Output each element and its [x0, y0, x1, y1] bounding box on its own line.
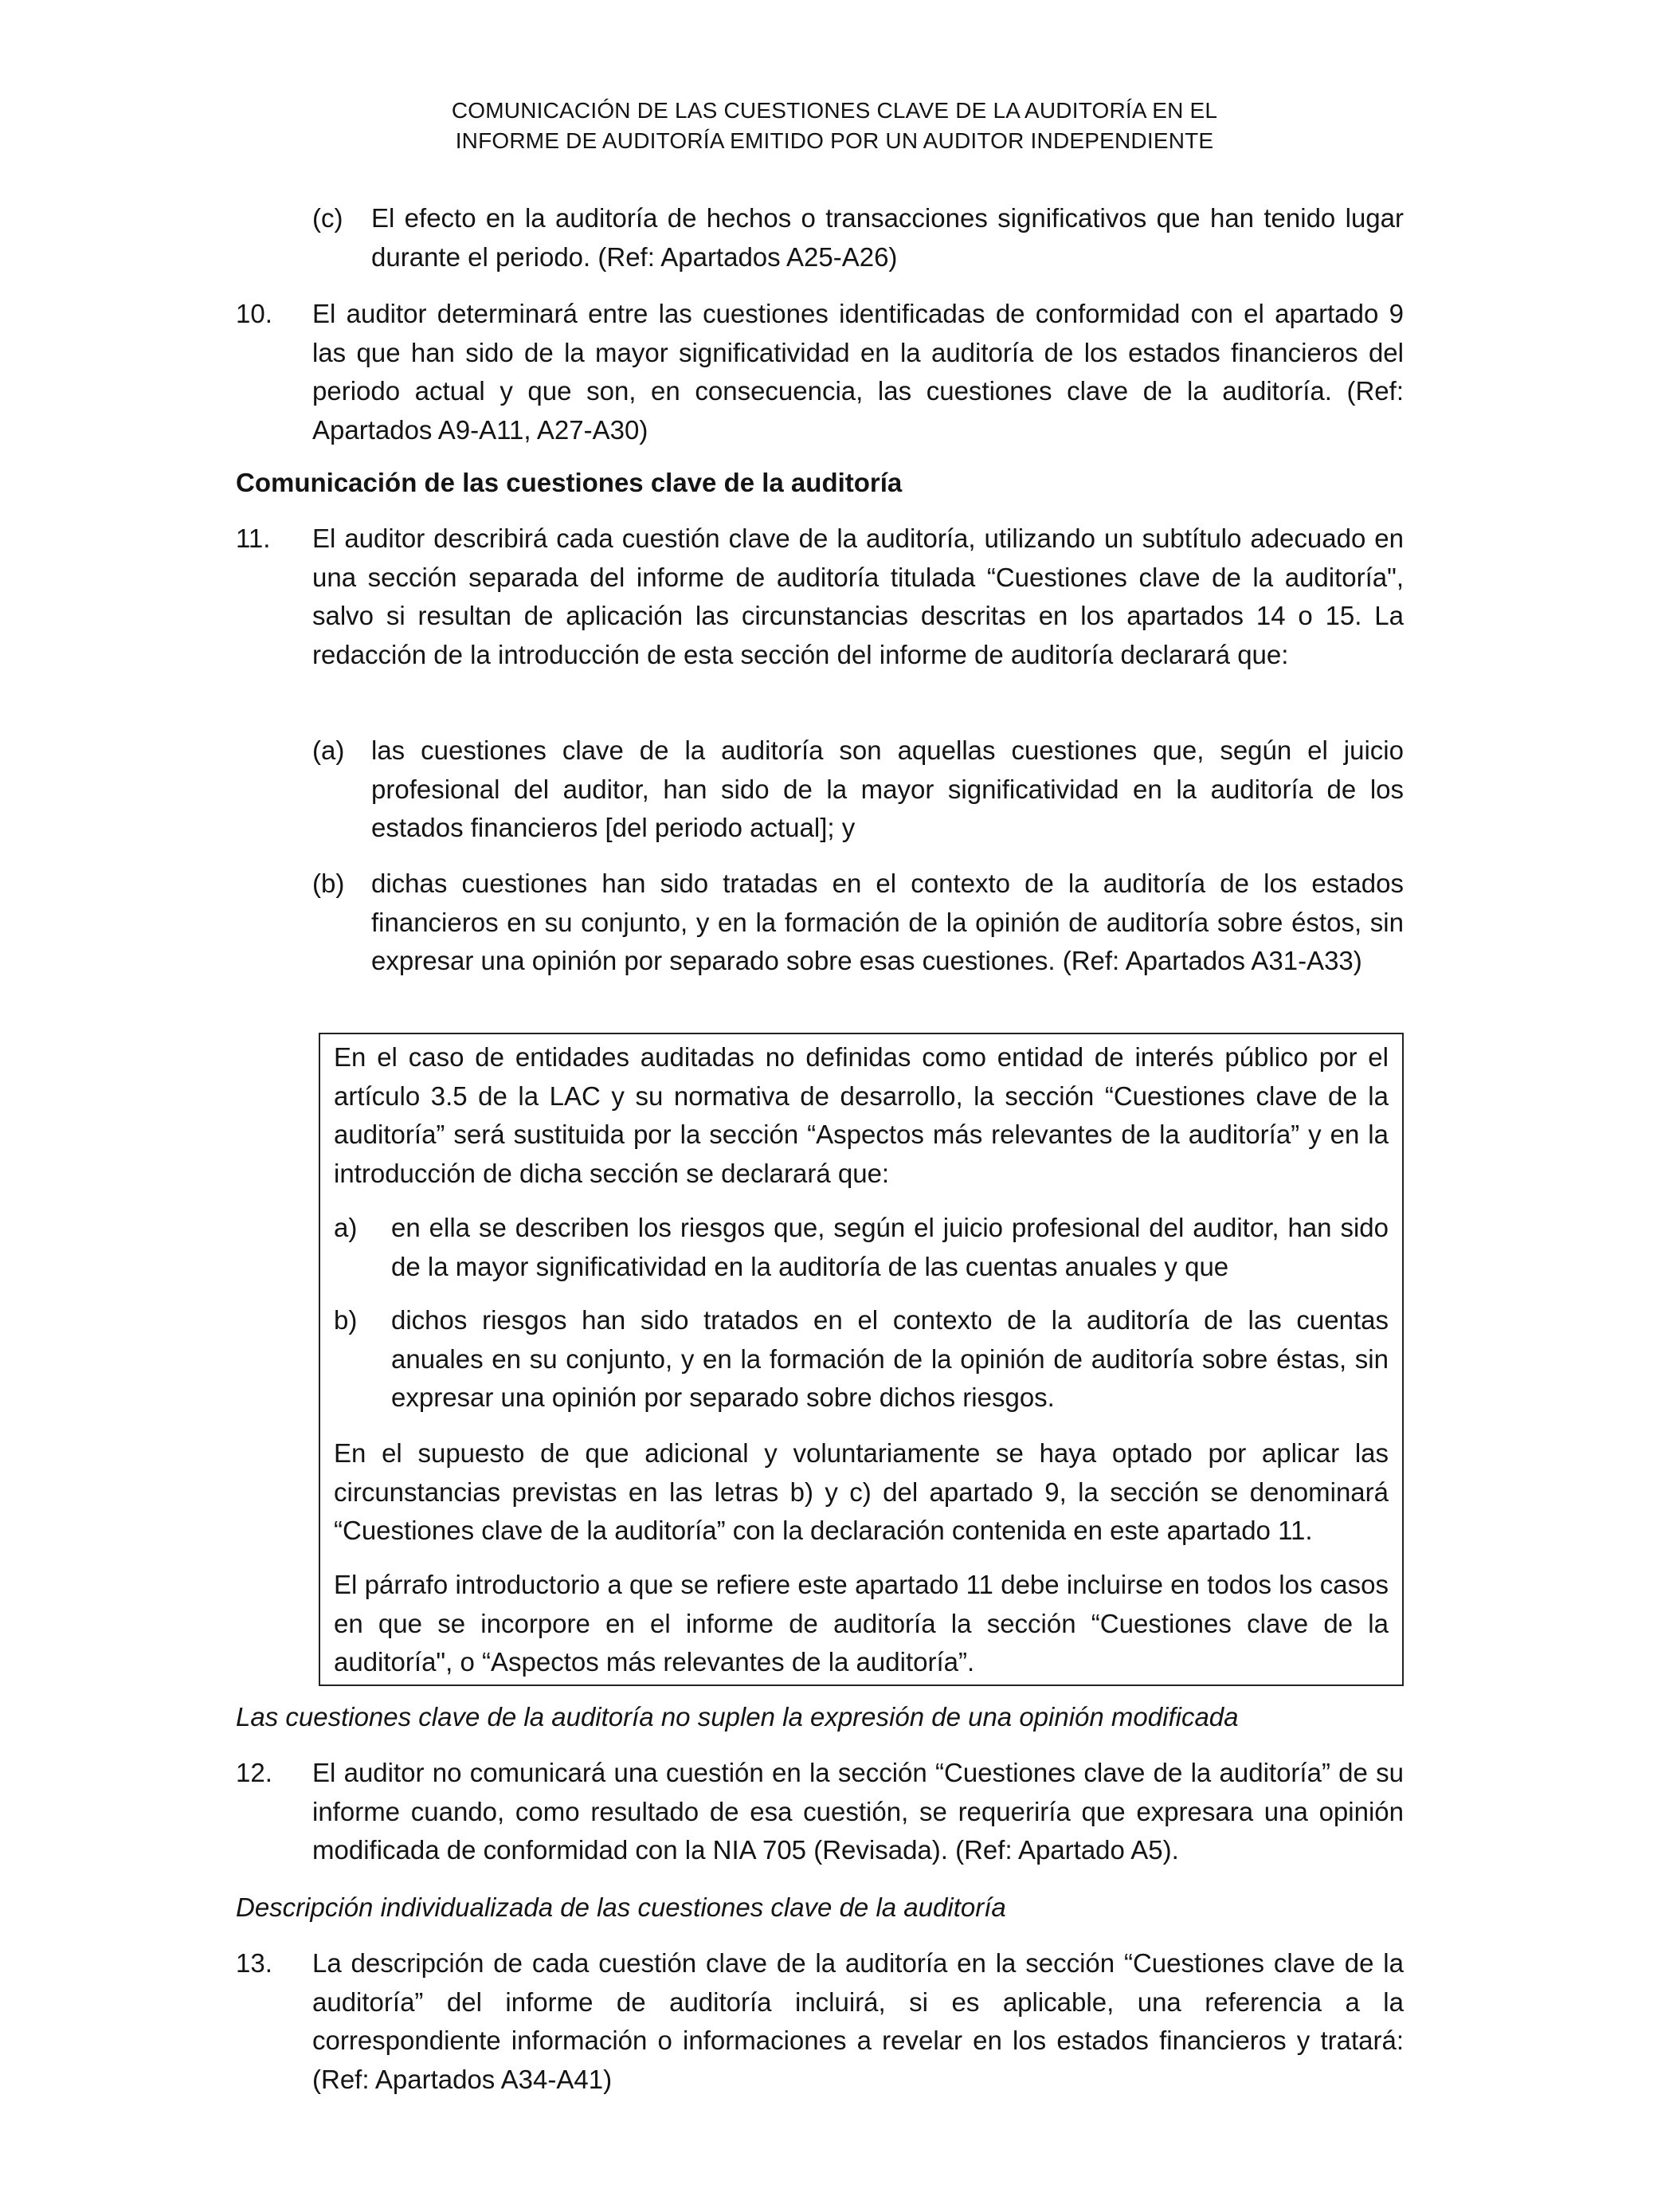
paragraph-11-item-b-label: (b): [312, 869, 345, 898]
paragraph-13-number: 13.: [236, 1948, 272, 1978]
running-header-line-1: COMUNICACIÓN DE LAS CUESTIONES CLAVE DE LA AUDITORÍA EN EL: [451, 98, 1218, 123]
paragraph-10-number: 10.: [236, 299, 272, 328]
box-item-a-label: a): [334, 1213, 358, 1242]
item-c-text: El efecto en la auditoría de hechos o transacciones significativos que han tenido lugar durante el periodo. (Ref: Apartados A25-A26): [371, 203, 1404, 272]
paragraph-13-text: La descripción de cada cuestión clave de la auditoría en la sección “Cuestiones clave de la auditoría” del informe de auditoría incluirá, si es aplicable, una referencia a la correspondiente información o informaciones a revelar en los estados financieros y tratará: (Ref: Apartados A34-A41): [312, 1948, 1404, 2094]
box-paragraph-2: En el supuesto de que adicional y voluntariamente se haya optado por aplicar las circunstancias previstas en las letras b) y c) del apartado 9, la sección se denominará “Cuestiones clave de la auditoría” con la declaración contenida en este apartado 11.: [334, 1438, 1389, 1545]
section-heading-comunicacion: Comunicación de las cuestiones clave de la auditoría: [236, 468, 903, 497]
paragraph-12-number: 12.: [236, 1758, 272, 1787]
box-paragraph-3: El párrafo introductorio a que se refiere este apartado 11 debe incluirse en todos los casos en que se incorpore en el informe de auditoría la sección “Cuestiones clave de la auditoría", o “Aspectos más relevantes de la auditoría”.: [334, 1570, 1389, 1677]
paragraph-12-text: El auditor no comunicará una cuestión en la sección “Cuestiones clave de la auditoría” de su informe cuando, como resultado de esa cuestión, se requeriría que expresara una opinión modificada de conformidad con la NIA 705 (Revisada). (Ref: Apartado A5).: [312, 1758, 1404, 1865]
running-header-line-2: INFORME DE AUDITORÍA EMITIDO POR UN AUDITOR INDEPENDIENTE: [455, 128, 1214, 153]
paragraph-11-item-b-text: dichas cuestiones han sido tratadas en el contexto de la auditoría de los estados financieros en su conjunto, y en la formación de la opinión de auditoría sobre éstos, sin expresar una opinión por separado sobre esas cuestiones. (Ref: Apartados A31-A33): [371, 869, 1404, 975]
box-intro-text: En el caso de entidades auditadas no definidas como entidad de interés público por el artículo 3.5 de la LAC y su normativa de desarrollo, la sección “Cuestiones clave de la auditoría” será sustituida por la sección “Aspectos más relevantes de la auditoría” y en la introducción de dicha sección se declarará que:: [334, 1042, 1389, 1188]
paragraph-11-item-a-text: las cuestiones clave de la auditoría son aquellas cuestiones que, según el juicio profesional del auditor, han sido de la mayor significatividad en la auditoría de los estados financieros [del periodo actual]; y: [371, 735, 1404, 842]
paragraph-10-text: El auditor determinará entre las cuestiones identificadas de conformidad con el apartado 9 las que han sido de la mayor significatividad en la auditoría de los estados financieros del periodo actual y que son, en consecuencia, las cuestiones clave de la auditoría. (Ref: Apartados A9-A11, A27-A30): [312, 299, 1404, 445]
section-heading-no-suplen: Las cuestiones clave de la auditoría no suplen la expresión de una opinión modificada: [236, 1702, 1239, 1732]
section-heading-descripcion: Descripción individualizada de las cuestiones clave de la auditoría: [236, 1892, 1006, 1922]
paragraph-11-text: El auditor describirá cada cuestión clave de la auditoría, utilizando un subtítulo adecuado en una sección separada del informe de auditoría titulada “Cuestiones clave de la auditoría", salvo si resultan de aplicación las circunstancias descritas en los apartados 14 o 15. La redacción de la introducción de esta sección del informe de auditoría declarará que:: [312, 524, 1404, 669]
box-item-b-label: b): [334, 1305, 358, 1335]
item-c-label: (c): [312, 203, 343, 233]
box-item-a-text: en ella se describen los riesgos que, según el juicio profesional del auditor, han sido de la mayor significatividad en la auditoría de las cuentas anuales y que: [391, 1213, 1389, 1281]
box-item-b-text: dichos riesgos han sido tratados en el contexto de la auditoría de las cuentas anuales en su conjunto, y en la formación de la opinión de auditoría sobre éstas, sin expresar una opinión por separado sobre dichos riesgos.: [391, 1305, 1389, 1412]
paragraph-11-number: 11.: [236, 524, 271, 553]
paragraph-11-item-a-label: (a): [312, 735, 345, 765]
